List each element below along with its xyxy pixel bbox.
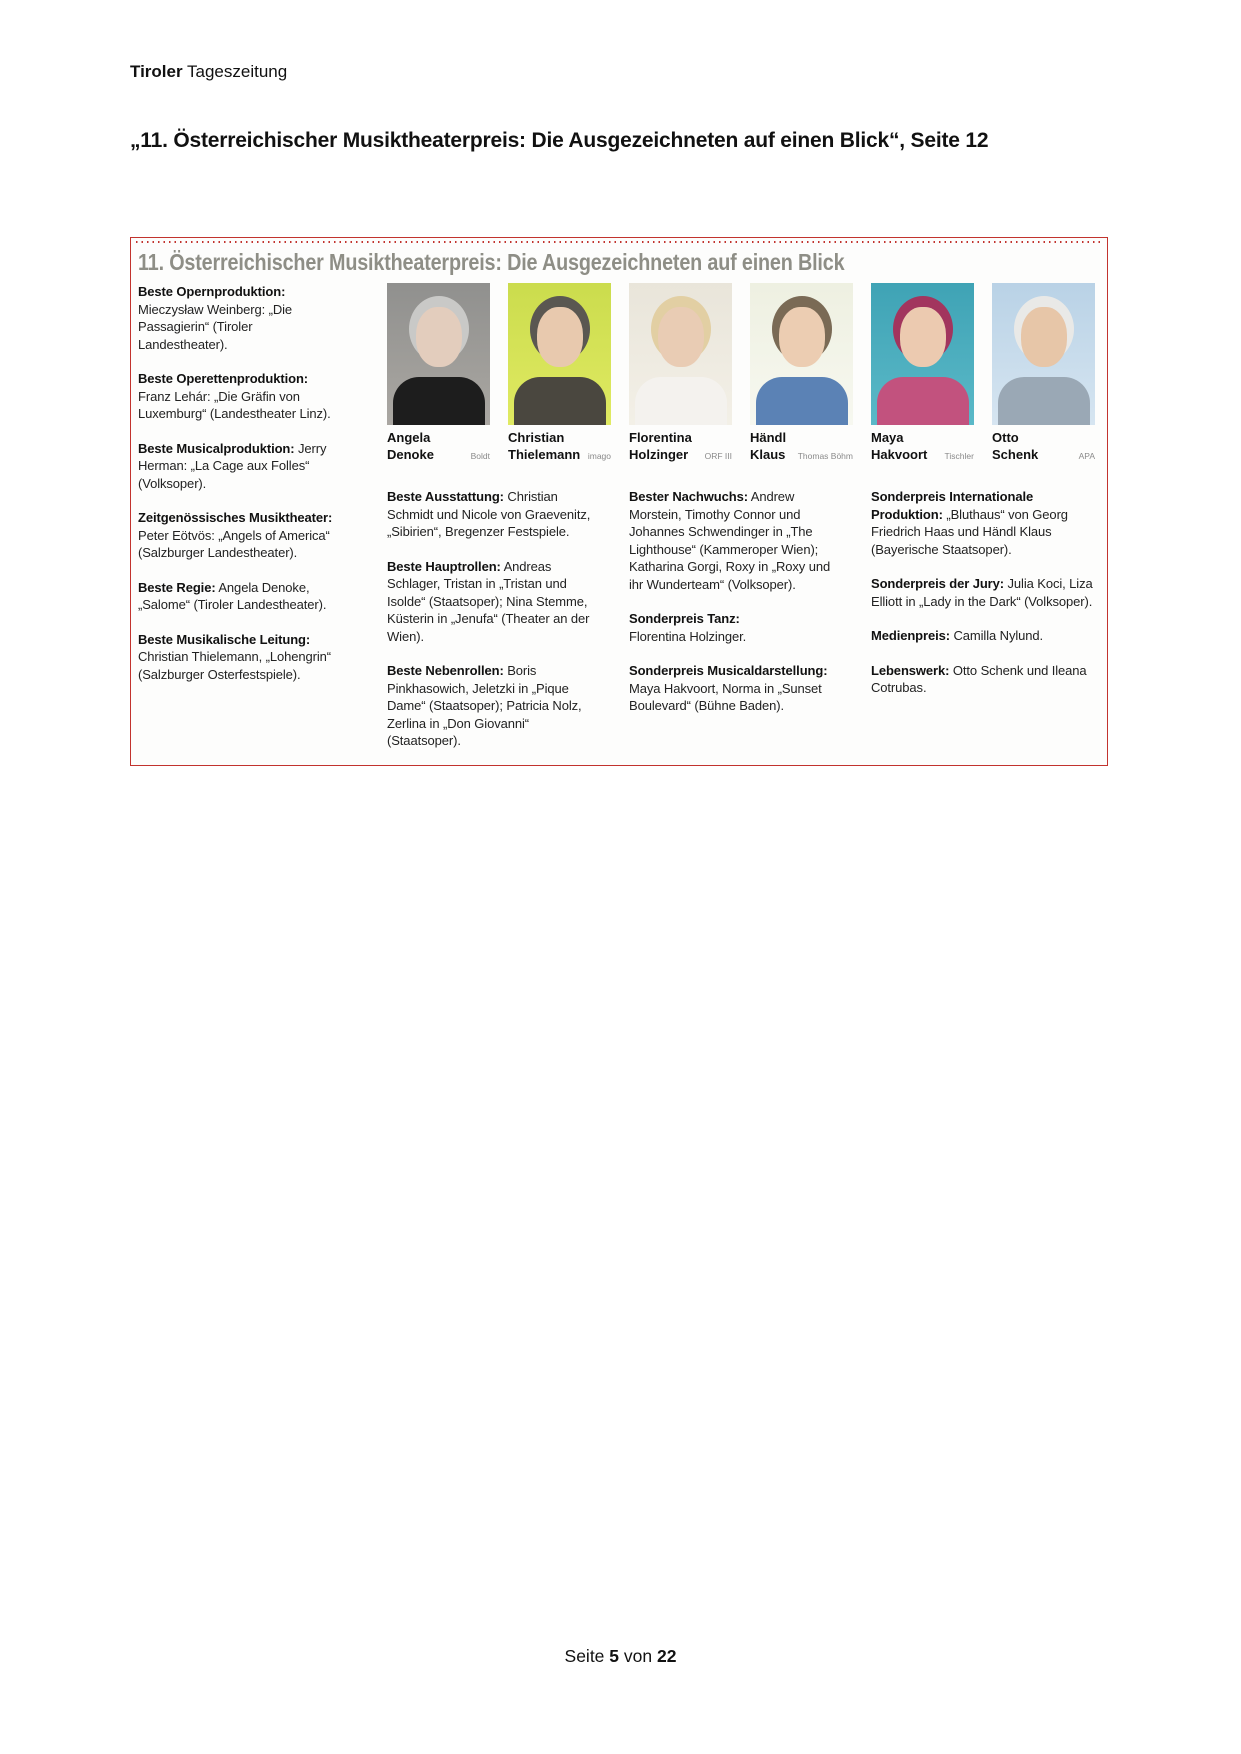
portrait-haendl-klaus [750, 283, 853, 463]
footer-seite-label: Seite [564, 1646, 605, 1666]
award-entry-medienpreis [871, 627, 1097, 645]
photo-credit: ORF III [704, 451, 732, 461]
award-text: Christian Thielemann, „Lohengrin“ (Salzburger Osterfestspiele). [138, 649, 332, 682]
clipping-right-area [387, 283, 1103, 766]
person-last-name: Klaus [750, 447, 786, 462]
award-entry-opernproduktion [138, 283, 336, 353]
portrait-photo [871, 283, 974, 425]
photo-credit: imago [587, 451, 611, 461]
head-shape [416, 307, 462, 367]
portrait-photo [387, 283, 490, 425]
award-label: Beste Regie: [138, 579, 216, 595]
award-label: Sonderpreis Internationale Produktion: [871, 489, 1034, 522]
portrait-photo [750, 283, 853, 425]
award-label: Sonderpreis Musicaldarstellung: [629, 663, 828, 678]
award-entry-internationale-produktion [871, 488, 1097, 558]
award-text: Florentina Holzinger. [629, 628, 747, 644]
award-text: Julia Koci, Liza Elliott in „Lady in the Dark“ (Volksoper). [871, 576, 1093, 609]
award-label: Sonderpreis der Jury: [871, 576, 1004, 591]
award-text: Camilla Nylund. [953, 628, 1044, 643]
footer-current-page: 5 [609, 1646, 620, 1666]
award-text: Boris Pinkhasowich, Jeletzki in „Pique Dame“ (Staatsoper); Patricia Nolz, Zerlina in „Don Giovanni“ (Staatsoper). [387, 663, 582, 748]
award-text: Mieczysław Weinberg: „Die Passagierin“ (Tiroler Landestheater). [138, 301, 293, 352]
person-last-name: Thielemann [508, 447, 581, 462]
clipping-box [130, 237, 1108, 766]
shoulders-shape [635, 377, 727, 425]
award-label: Beste Musikalische Leitung: [138, 631, 311, 647]
person-first-name: Händl [750, 430, 787, 445]
award-label: Beste Hauptrollen: [387, 558, 501, 574]
person-first-name: Angela [387, 430, 431, 445]
person-last-name: Schenk [992, 447, 1039, 462]
portrait-row [387, 283, 1103, 463]
footer-von-label: von [623, 1646, 653, 1666]
portrait-photo [992, 283, 1095, 425]
clipping-headline: 11. Österreichischer Musiktheaterpreis: Die Ausgezeichneten auf einen Blick [138, 249, 845, 275]
shoulders-shape [998, 377, 1090, 425]
head-shape [900, 307, 946, 367]
shoulders-shape [393, 377, 485, 425]
photo-credit: Tischler [944, 451, 974, 461]
masthead-name: Tageszeitung [182, 62, 288, 81]
award-text: Andreas Schlager, Tristan in „Tristan und Isolde“ (Staatsoper); Nina Stemme, Küsterin in „Jenufa“ (Theater an der Wien). [387, 558, 590, 644]
portrait-maya-hakvoort [871, 283, 974, 463]
award-entry-zeitgenoessisches-musiktheater [138, 509, 336, 562]
award-label: Zeitgenössisches Musiktheater: [138, 510, 333, 525]
award-label: Beste Opernproduktion: [138, 284, 286, 299]
award-entry-nebenrollen [387, 662, 602, 750]
award-entry-regie [138, 579, 336, 614]
awards-column-sonderpreise [871, 488, 1097, 766]
portrait-photo [629, 283, 732, 425]
person-last-name: Denoke [387, 447, 434, 462]
award-label: Beste Musicalproduktion: [138, 440, 295, 456]
award-label: Sonderpreis Tanz: [629, 611, 740, 626]
award-entry-sonderpreis-jury [871, 575, 1097, 610]
award-entry-sonderpreis-tanz [629, 610, 844, 645]
award-text: Andrew Morstein, Timothy Connor und Johannes Schwendinger in „The Lighthouse“ (Kammeroper Wien); Katharina Gorgi, Roxy in „Roxy und ihr Wunderteam“ (Volksoper). [629, 489, 831, 592]
shoulders-shape [877, 377, 969, 425]
head-shape [658, 307, 704, 367]
awards-text-columns [387, 488, 1103, 766]
award-entry-ausstattung [387, 488, 602, 541]
footer-total-pages: 22 [657, 1646, 677, 1666]
portrait-florentina-holzinger [629, 283, 732, 463]
award-label: Medienpreis: [871, 628, 950, 643]
masthead [130, 62, 287, 82]
person-first-name: Christian [508, 430, 565, 445]
photo-credit: APA [1078, 451, 1095, 461]
portrait-otto-schenk [992, 283, 1095, 463]
awards-column-nachwuchs [629, 488, 844, 766]
award-entry-operettenproduktion [138, 370, 336, 423]
head-shape [779, 307, 825, 367]
portrait-caption [992, 430, 1095, 463]
photo-credit: Boldt [470, 451, 490, 461]
person-first-name: Maya [871, 430, 904, 445]
shoulders-shape [514, 377, 606, 425]
shoulders-shape [756, 377, 848, 425]
award-text: Jerry Herman: „La Cage aux Folles“ (Volksoper). [138, 440, 327, 491]
awards-column-ausstattung [387, 488, 602, 766]
award-label: Beste Operettenproduktion: [138, 371, 309, 386]
award-text: Otto Schenk und Ileana Cotrubas. [871, 662, 1087, 695]
photo-credit: Thomas Böhm [797, 451, 853, 461]
award-label: Lebenswerk: [871, 662, 950, 678]
award-entry-sonderpreis-musicaldarstellung [629, 662, 844, 715]
award-entry-hauptrollen [387, 558, 602, 646]
article-title: „11. Österreichischer Musiktheaterpreis: Die Ausgezeichneten auf einen Blick“, Seite 12 [130, 129, 989, 152]
portrait-christian-thielemann [508, 283, 611, 463]
portrait-caption [750, 430, 853, 463]
masthead-brand: Tiroler [130, 62, 183, 81]
awards-column-left [138, 283, 336, 766]
portrait-caption [508, 430, 611, 463]
award-text: Angela Denoke, „Salome“ (Tiroler Landestheater). [138, 579, 327, 612]
award-text: Peter Eötvös: „Angels of America“ (Salzburger Landestheater). [138, 527, 330, 560]
award-entry-nachwuchs [629, 488, 844, 593]
page-footer [0, 1646, 1241, 1667]
person-last-name: Holzinger [629, 447, 689, 462]
award-entry-lebenswerk [871, 662, 1097, 697]
head-shape [1021, 307, 1067, 367]
portrait-caption [871, 430, 974, 463]
award-entry-musikalische-leitung [138, 631, 336, 684]
head-shape [537, 307, 583, 367]
award-label: Beste Nebenrollen: [387, 663, 504, 678]
award-text: Franz Lehár: „Die Gräfin von Luxemburg“ (Landestheater Linz). [138, 388, 331, 421]
person-first-name: Otto [992, 430, 1019, 445]
award-label: Beste Ausstattung: [387, 489, 504, 504]
award-text: Christian Schmidt und Nicole von Graevenitz, „Sibirien“, Bregenzer Festspiele. [387, 489, 591, 539]
perforation-line [136, 241, 1102, 243]
award-text: Maya Hakvoort, Norma in „Sunset Boulevard“ (Bühne Baden). [629, 680, 822, 713]
award-entry-musicalproduktion [138, 440, 336, 493]
person-last-name: Hakvoort [871, 447, 928, 462]
portrait-photo [508, 283, 611, 425]
portrait-caption [387, 430, 490, 463]
award-text: „Bluthaus“ von Georg Friedrich Haas und Händl Klaus (Bayerische Staatsoper). [871, 506, 1068, 557]
clipping-body [138, 283, 1107, 766]
person-first-name: Florentina [629, 430, 692, 445]
portrait-caption [629, 430, 732, 463]
portrait-angela-denoke [387, 283, 490, 463]
award-label: Bester Nachwuchs: [629, 489, 748, 504]
